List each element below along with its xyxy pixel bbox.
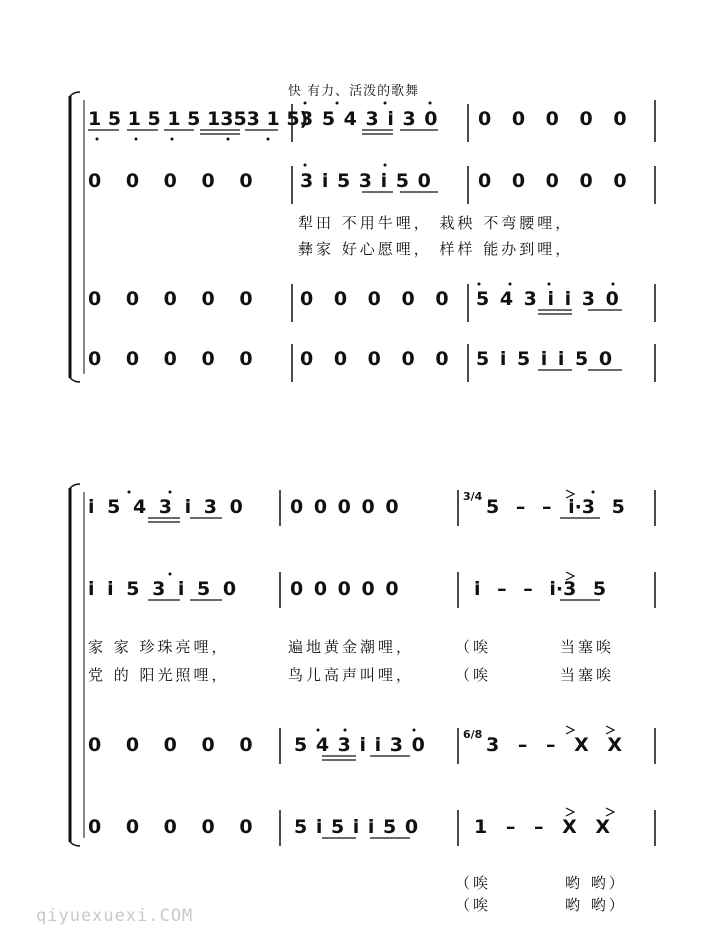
s1-row2-m0: 0 0 0 0 0 bbox=[88, 170, 253, 192]
s2-time-signature-3-4: 3/4 bbox=[463, 490, 483, 503]
s2-row1-m0: i 5 4 3 i 3 0 bbox=[88, 496, 243, 518]
s1-row2-m2: 0 0 0 0 0 bbox=[478, 170, 627, 192]
s1-lyrics-verse1: 犁田 不用牛哩， 栽秧 不弯腰哩， bbox=[298, 214, 574, 232]
s1-row3-m1: 0 0 0 0 0 bbox=[300, 288, 449, 310]
s1-row4-m0: 0 0 0 0 0 bbox=[88, 348, 253, 370]
s2-row3-m1: 5 4 3 i i 3 0 bbox=[294, 734, 425, 756]
s1-row1-m0: 1 5 1 5 1 5 1353 1 5) bbox=[88, 108, 309, 130]
s2-lyrics-verse1-d: 当塞唉 bbox=[560, 638, 615, 656]
s2-row2-m2: i – – i·3 5 bbox=[474, 578, 607, 600]
tempo-marking: 快 有力、活泼的歌舞 bbox=[288, 84, 420, 99]
s2-lyrics-verse2-c: （唉 bbox=[455, 666, 492, 684]
s1-row2-m1: 3 i 5 3 i 5 0 bbox=[300, 170, 431, 192]
s2-time-signature-6-8: 6/8 bbox=[463, 728, 483, 741]
s2-row4-m1: 5 i 5 i i 5 0 bbox=[294, 816, 419, 838]
site-watermark: qiyuexuexi.COM bbox=[36, 906, 194, 926]
system2-bracket bbox=[70, 484, 84, 846]
s1-row3-m0: 0 0 0 0 0 bbox=[88, 288, 253, 310]
s1-row4-m1: 0 0 0 0 0 bbox=[300, 348, 449, 370]
s2-lyrics-verse1-c: （唉 bbox=[455, 638, 492, 656]
s2-lyrics-verse1-b: 遍地黄金潮哩， bbox=[288, 638, 415, 656]
s1-row1-m2: 0 0 0 0 0 bbox=[478, 108, 627, 130]
s2-lyrics-verse2-b: 鸟儿高声叫哩， bbox=[288, 666, 415, 684]
system1-bracket bbox=[70, 92, 84, 382]
s1-row1-m1: 3 5 4 3 i 3 0 bbox=[300, 108, 438, 130]
s1-row3-m2: 5 4 3 i i 3 0 bbox=[476, 288, 619, 310]
s2-trail-verse1-b: 哟 哟） bbox=[565, 874, 627, 892]
s2-row2-m1: 0 0 0 0 0 bbox=[290, 578, 399, 600]
s2-lyrics-verse1-a: 家 家 珍珠亮哩， bbox=[88, 638, 230, 656]
s2-row1-m1: 0 0 0 0 0 bbox=[290, 496, 399, 518]
s2-row3-m0: 0 0 0 0 0 bbox=[88, 734, 253, 756]
s2-trail-verse1-a: （唉 bbox=[455, 874, 492, 892]
s2-row2-m0: i i 5 3 i 5 0 bbox=[88, 578, 237, 600]
s2-row1-m2: 5 – – i·3 5 bbox=[486, 496, 625, 518]
s1-lyrics-verse2: 彝家 好心愿哩， 样样 能办到哩， bbox=[298, 240, 574, 258]
s2-row4-m0: 0 0 0 0 0 bbox=[88, 816, 253, 838]
s1-row4-m2: 5 i 5 i i 5 0 bbox=[476, 348, 613, 370]
s2-trail-verse2-b: 哟 哟） bbox=[565, 896, 627, 914]
s2-row4-m2: 1 – – X X bbox=[474, 816, 610, 838]
s2-trail-verse2-a: （唉 bbox=[455, 896, 492, 914]
s2-lyrics-verse2-d: 当塞唉 bbox=[560, 666, 615, 684]
s2-lyrics-verse2-a: 党 的 阳光照哩， bbox=[88, 666, 230, 684]
s2-row3-m2: 3 – – X X bbox=[486, 734, 622, 756]
